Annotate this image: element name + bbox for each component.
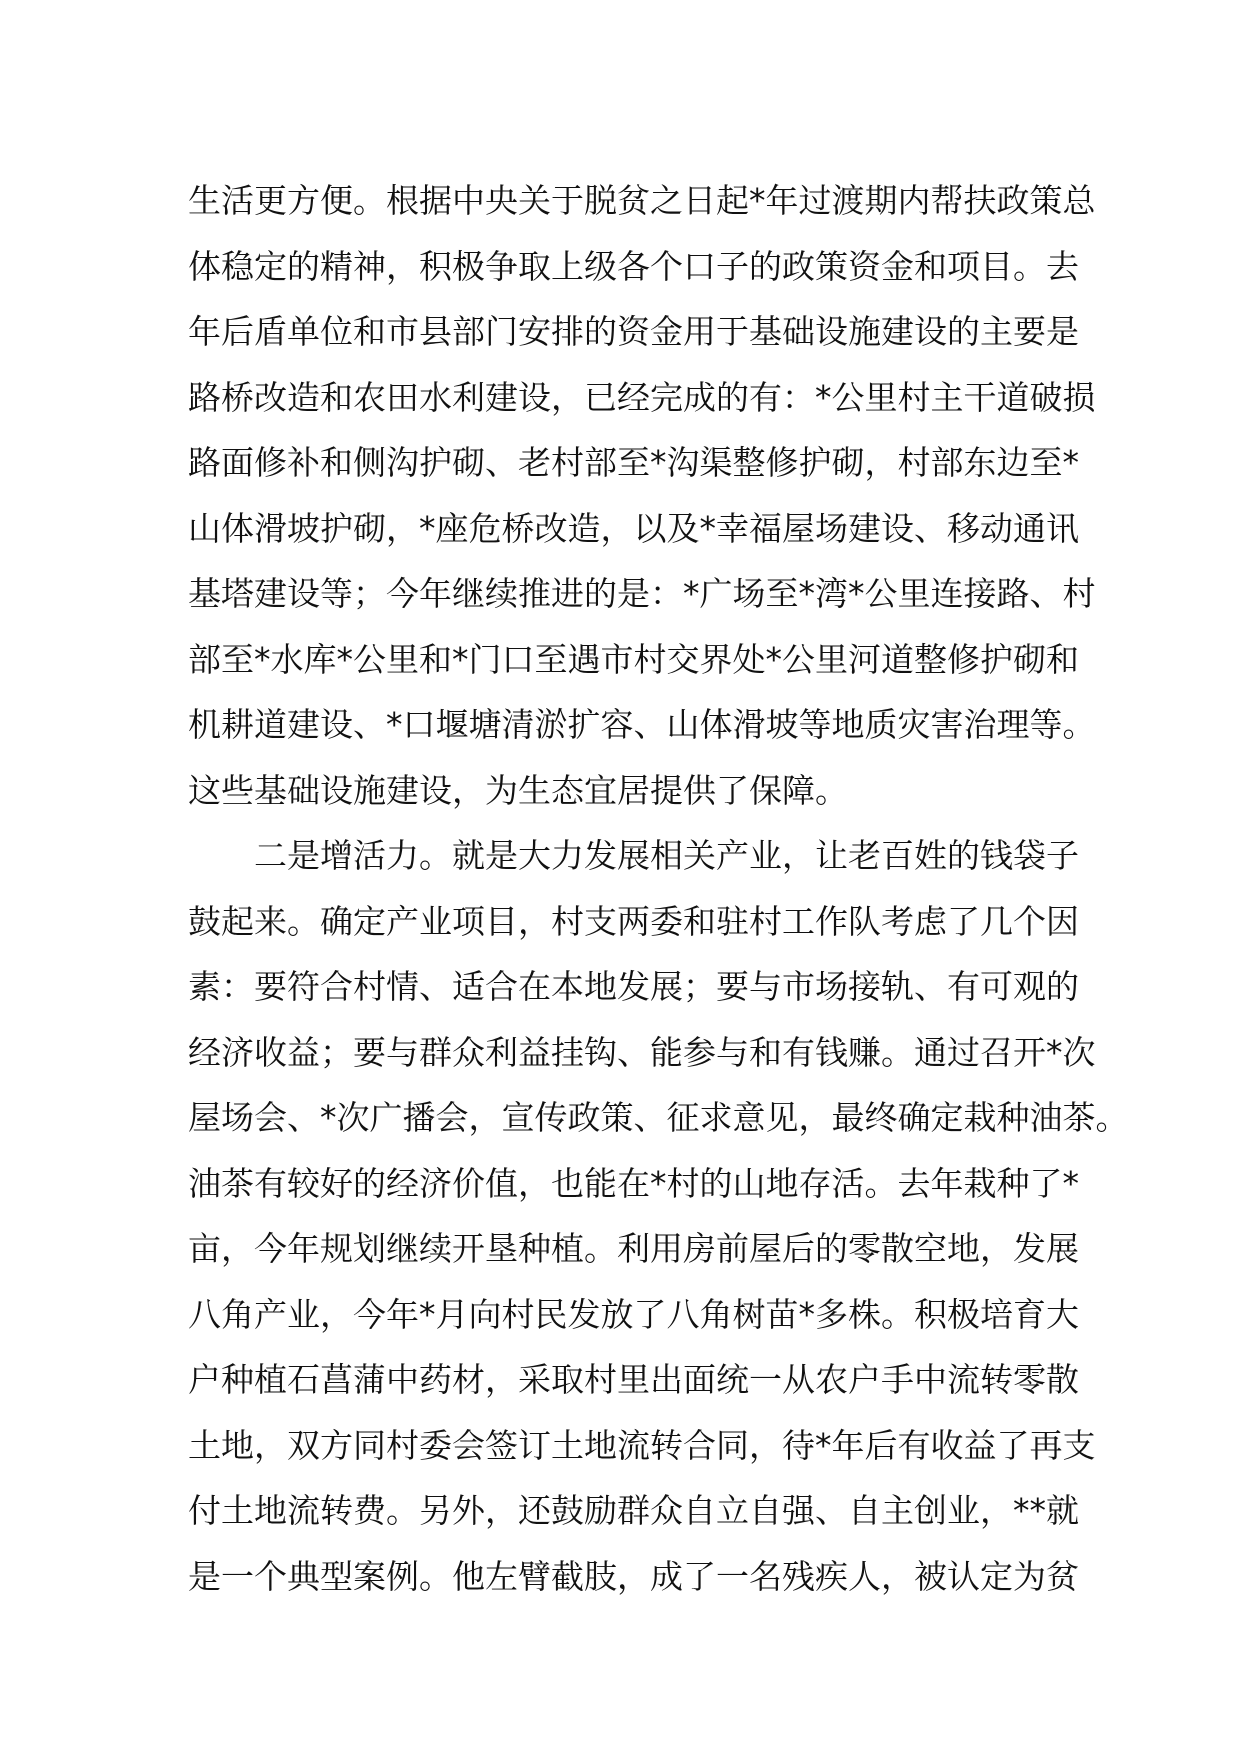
text-line: 屋场会、*次广播会，宣传政策、征求意见，最终确定栽种油茶。 — [188, 1098, 1129, 1137]
text-line: 是一个典型案例。他左臂截肢，成了一名残疾人，被认定为贫 — [188, 1556, 1079, 1596]
text-line: 付土地流转费。另外，还鼓励群众自立自强、自主创业，**就 — [188, 1491, 1079, 1530]
text-line: 油茶有较好的经济价值，也能在*村的山地存活。去年栽种了* — [188, 1163, 1079, 1203]
text-line: 八角产业，今年*月向村民发放了八角树苗*多株。积极培育大 — [188, 1294, 1079, 1334]
text-line: 经济收益；要与群众利益挂钩、能参与和有钱赚。通过召开*次 — [188, 1032, 1096, 1072]
text-line: 基塔建设等；今年继续推进的是：*广场至*湾*公里连接路、村 — [188, 574, 1096, 613]
text-line: 山体滑坡护砌，*座危桥改造，以及*幸福屋场建设、移动通讯 — [188, 508, 1079, 548]
text-line: 鼓起来。确定产业项目，村支两委和驻村工作队考虑了几个因 — [188, 901, 1079, 941]
paragraph-2 — [188, 823, 1129, 1609]
text-line: 二是增活力。就是大力发展相关产业，让老百姓的钱袋子 — [254, 836, 1079, 875]
text-line: 生活更方便。根据中央关于脱贫之日起*年过渡期内帮扶政策总 — [188, 181, 1096, 220]
text-line: 路面修补和侧沟护砌、老村部至*沟渠整修护砌，村部东边至* — [188, 443, 1079, 482]
text-line: 这些基础设施建设，为生态宜居提供了保障。 — [188, 770, 848, 810]
text-line: 素：要符合村情、适合在本地发展；要与市场接轨、有可观的 — [188, 967, 1079, 1006]
paragraph-1 — [188, 168, 1096, 823]
document-body — [188, 168, 1129, 1609]
text-line: 亩，今年规划继续开垦种植。利用房前屋后的零散空地，发展 — [188, 1229, 1079, 1268]
text-line: 户种植石菖蒲中药材，采取村里出面统一从农户手中流转零散 — [188, 1360, 1079, 1399]
text-line: 部至*水库*公里和*门口至遇市村交界处*公里河道整修护砌和 — [188, 639, 1079, 679]
text-line: 路桥改造和农田水利建设，已经完成的有：*公里村主干道破损 — [188, 377, 1096, 417]
text-line: 机耕道建设、*口堰塘清淤扩容、山体滑坡等地质灾害治理等。 — [188, 705, 1096, 744]
text-line: 体稳定的精神，积极争取上级各个口子的政策资金和项目。去 — [188, 246, 1079, 286]
text-line: 土地，双方同村委会签订土地流转合同，待*年后有收益了再支 — [188, 1425, 1096, 1465]
text-line: 年后盾单位和市县部门安排的资金用于基础设施建设的主要是 — [188, 312, 1079, 351]
